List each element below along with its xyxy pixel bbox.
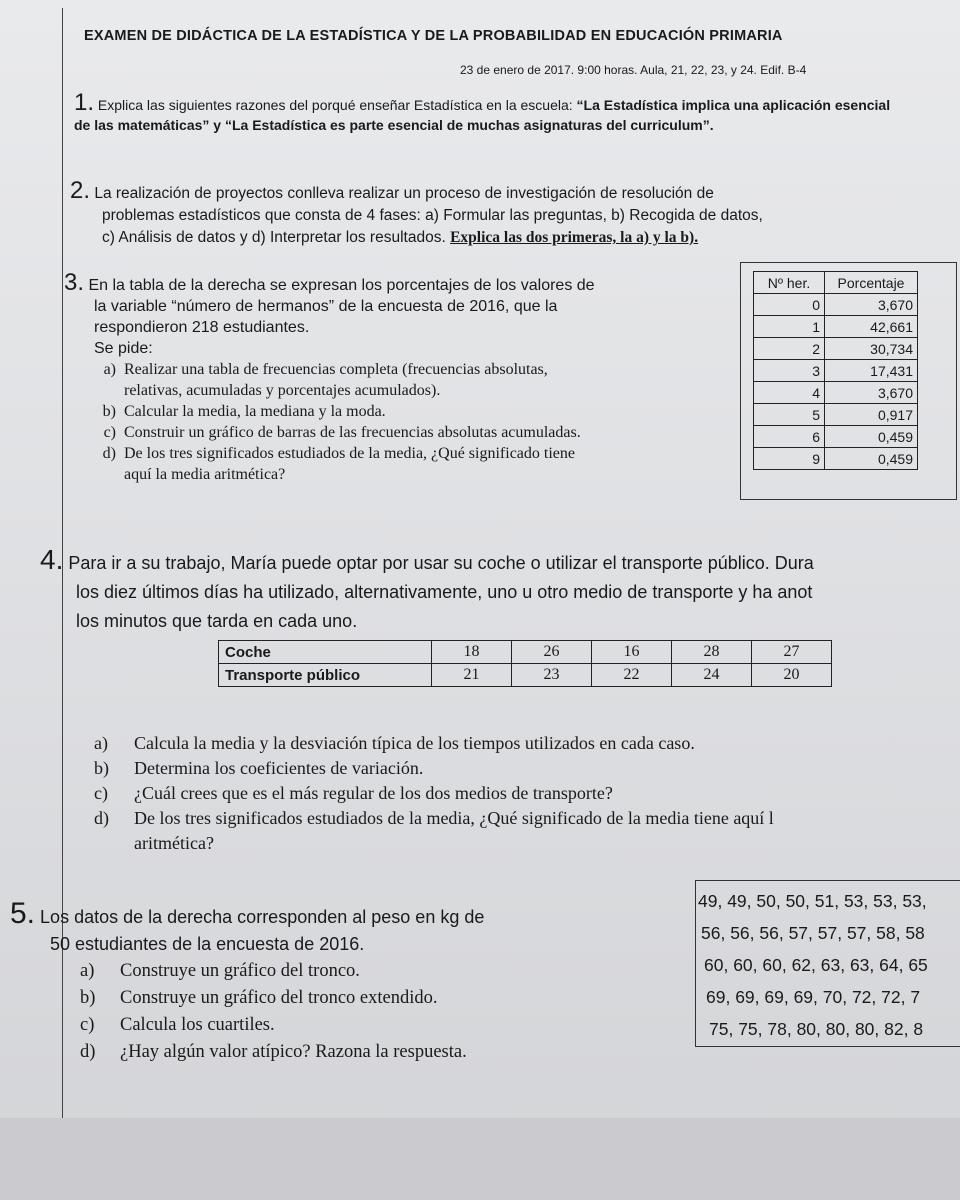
table-cell: 27 <box>752 641 832 664</box>
item-letter: d) <box>102 445 116 462</box>
table-row <box>754 426 918 448</box>
question-line: los diez últimos días ha utilizado, alternativamente, uno u otro medio de transporte y ha anot <box>76 582 813 602</box>
question-number: 3. <box>64 269 85 296</box>
item-text: Calcular la media, la mediana y la moda. <box>124 403 386 420</box>
list-item <box>10 1012 670 1039</box>
table-cell: 18 <box>432 641 512 664</box>
siblings-table <box>753 271 918 470</box>
item-letter: d) <box>94 808 109 828</box>
list-item <box>90 781 960 806</box>
table-row <box>219 664 832 687</box>
list-item <box>64 464 729 485</box>
table-row <box>754 448 918 470</box>
item-letter: b) <box>94 758 109 778</box>
question-line: En la tabla de la derecha se expresan los porcentajes de los valores de <box>88 277 595 294</box>
question-line: 50 estudiantes de la encuesta de 2016. <box>50 934 365 954</box>
list-item <box>90 756 960 781</box>
question-5 <box>10 897 670 1066</box>
column-header: Nº her. <box>754 272 825 294</box>
question-4 <box>40 545 960 636</box>
item-text: Realizar una tabla de frecuencias completa (frecuencias absolutas, <box>124 361 548 378</box>
list-item <box>90 731 960 756</box>
table-cell: 26 <box>512 641 592 664</box>
table-row <box>754 294 918 316</box>
table-cell: 0,459 <box>825 426 918 448</box>
table-row <box>754 404 918 426</box>
row-label: Coche <box>219 641 432 664</box>
item-letter: a) <box>94 733 108 753</box>
table-cell: 0,459 <box>825 448 918 470</box>
table-cell: 2 <box>754 338 825 360</box>
data-line: 60, 60, 60, 62, 63, 63, 64, 65 <box>704 955 928 975</box>
question-line: la variable “número de hermanos” de la encuesta de 2016, que la <box>94 298 558 315</box>
item-letter: a) <box>103 361 116 378</box>
question-number: 2. <box>70 177 91 204</box>
item-text: Construir un gráfico de barras de las frecuencias absolutas acumuladas. <box>124 424 581 441</box>
table-cell: 1 <box>754 316 825 338</box>
item-letter <box>90 831 134 856</box>
table-header-row <box>754 272 918 294</box>
table-row <box>754 360 918 382</box>
question-3 <box>64 269 729 485</box>
data-line: 49, 49, 50, 50, 51, 53, 53, 53, <box>698 891 927 911</box>
data-line: 69, 69, 69, 69, 70, 72, 72, 7 <box>706 987 921 1007</box>
table-cell: 6 <box>754 426 825 448</box>
table-cell: 17,431 <box>825 360 918 382</box>
item-text: De los tres significados estudiados de la media, ¿Qué significado de la media tiene aquí l <box>134 808 774 828</box>
question-line: La realización de proyectos conlleva realizar un proceso de investigación de resolución de <box>94 185 714 202</box>
question-emphasis: Explica las dos primeras, la a) y la b). <box>450 229 699 246</box>
table-cell: 20 <box>752 664 832 687</box>
question-text: Explica las siguientes razones del porqué enseñar Estadística en la escuela: <box>97 97 573 113</box>
table-cell: 3,670 <box>825 382 918 404</box>
list-item <box>90 806 960 831</box>
table-row <box>754 338 918 360</box>
table-cell: 3,670 <box>825 294 918 316</box>
data-line: 56, 56, 56, 57, 57, 57, 58, 58 <box>701 923 925 943</box>
item-text: ¿Hay algún valor atípico? Razona la respuesta. <box>120 1042 467 1062</box>
question-number: 1. <box>74 89 95 116</box>
item-text: Determina los coeficientes de variación. <box>134 758 424 778</box>
table-row <box>754 316 918 338</box>
item-letter: c) <box>94 783 108 803</box>
weights-data-box <box>695 880 960 1047</box>
item-letter: d) <box>80 1042 96 1062</box>
list-item <box>10 1039 670 1066</box>
question-number: 4. <box>40 544 64 575</box>
item-letter <box>64 464 124 485</box>
table-cell: 4 <box>754 382 825 404</box>
table-cell: 30,734 <box>825 338 918 360</box>
table-cell: 9 <box>754 448 825 470</box>
item-text: relativas, acumuladas y porcentajes acumulados). <box>124 382 441 399</box>
table-cell: 3 <box>754 360 825 382</box>
question-4-items <box>90 731 960 856</box>
item-letter: a) <box>80 961 95 981</box>
siblings-table-box <box>740 262 957 500</box>
item-text: aritmética? <box>134 833 214 853</box>
data-line: 75, 75, 78, 80, 80, 80, 82, 8 <box>709 1019 924 1039</box>
question-line: Para ir a su trabajo, María puede optar por usar su coche o utilizar el transporte público. Dura <box>68 553 814 573</box>
list-item <box>64 380 729 401</box>
table-cell: 22 <box>592 664 672 687</box>
list-item <box>90 831 960 856</box>
column-header: Porcentaje <box>825 272 918 294</box>
item-letter: b) <box>102 403 116 420</box>
item-text: Calcula la media y la desviación típica de los tiempos utilizados en cada caso. <box>134 733 695 753</box>
list-item <box>64 401 729 422</box>
table-cell: 0,917 <box>825 404 918 426</box>
item-letter: c) <box>103 424 116 441</box>
table-cell: 24 <box>672 664 752 687</box>
question-prompt: Se pide: <box>94 340 153 357</box>
question-2 <box>70 177 920 249</box>
table-row <box>754 382 918 404</box>
table-cell: 28 <box>672 641 752 664</box>
item-text: Construye un gráfico del tronco. <box>120 961 360 981</box>
question-line: respondieron 218 estudiantes. <box>94 319 310 336</box>
item-text: Construye un gráfico del tronco extendido. <box>120 988 438 1008</box>
question-1 <box>74 89 909 135</box>
list-item <box>10 958 670 985</box>
question-number: 5. <box>10 897 36 930</box>
item-letter <box>64 380 124 401</box>
exam-date: 23 de enero de 2017. 9:00 horas. Aula, 21, 22, 23, y 24. Edif. B-4 <box>460 63 807 77</box>
question-line: los minutos que tarda en cada uno. <box>76 611 358 631</box>
item-text: ¿Cuál crees que es el más regular de los dos medios de transporte? <box>134 783 613 803</box>
question-line: problemas estadísticos que consta de 4 fases: a) Formular las preguntas, b) Recogida de datos, <box>102 207 763 224</box>
table-cell: 21 <box>432 664 512 687</box>
item-text: aquí la media aritmética? <box>124 466 286 483</box>
transport-table <box>218 640 832 687</box>
table-row <box>219 641 832 664</box>
table-cell: 16 <box>592 641 672 664</box>
item-text: De los tres significados estudiados de la media, ¿Qué significado tiene <box>124 445 575 462</box>
exam-title: EXAMEN DE DIDÁCTICA DE LA ESTADÍSTICA Y DE LA PROBABILIDAD EN EDUCACIÓN PRIMARIA <box>84 28 783 44</box>
item-letter: c) <box>80 1015 95 1035</box>
question-line: Los datos de la derecha corresponden al peso en kg de <box>40 907 485 927</box>
table-cell: 42,661 <box>825 316 918 338</box>
question-quote: “La Estadística implica una aplicación esencial de las matemáticas” y “La Estadística es parte esencial de muchas asignaturas del curriculum”. <box>74 97 891 133</box>
row-label: Transporte público <box>219 664 432 687</box>
list-item <box>10 985 670 1012</box>
list-item <box>64 359 729 380</box>
table-cell: 5 <box>754 404 825 426</box>
table-cell: 23 <box>512 664 592 687</box>
item-letter: b) <box>80 988 96 1008</box>
list-item <box>64 443 729 464</box>
table-cell: 0 <box>754 294 825 316</box>
list-item <box>64 422 729 443</box>
item-text: Calcula los cuartiles. <box>120 1015 275 1035</box>
sheet-below <box>0 1118 960 1200</box>
question-line: c) Análisis de datos y d) Interpretar los resultados. <box>102 229 446 246</box>
